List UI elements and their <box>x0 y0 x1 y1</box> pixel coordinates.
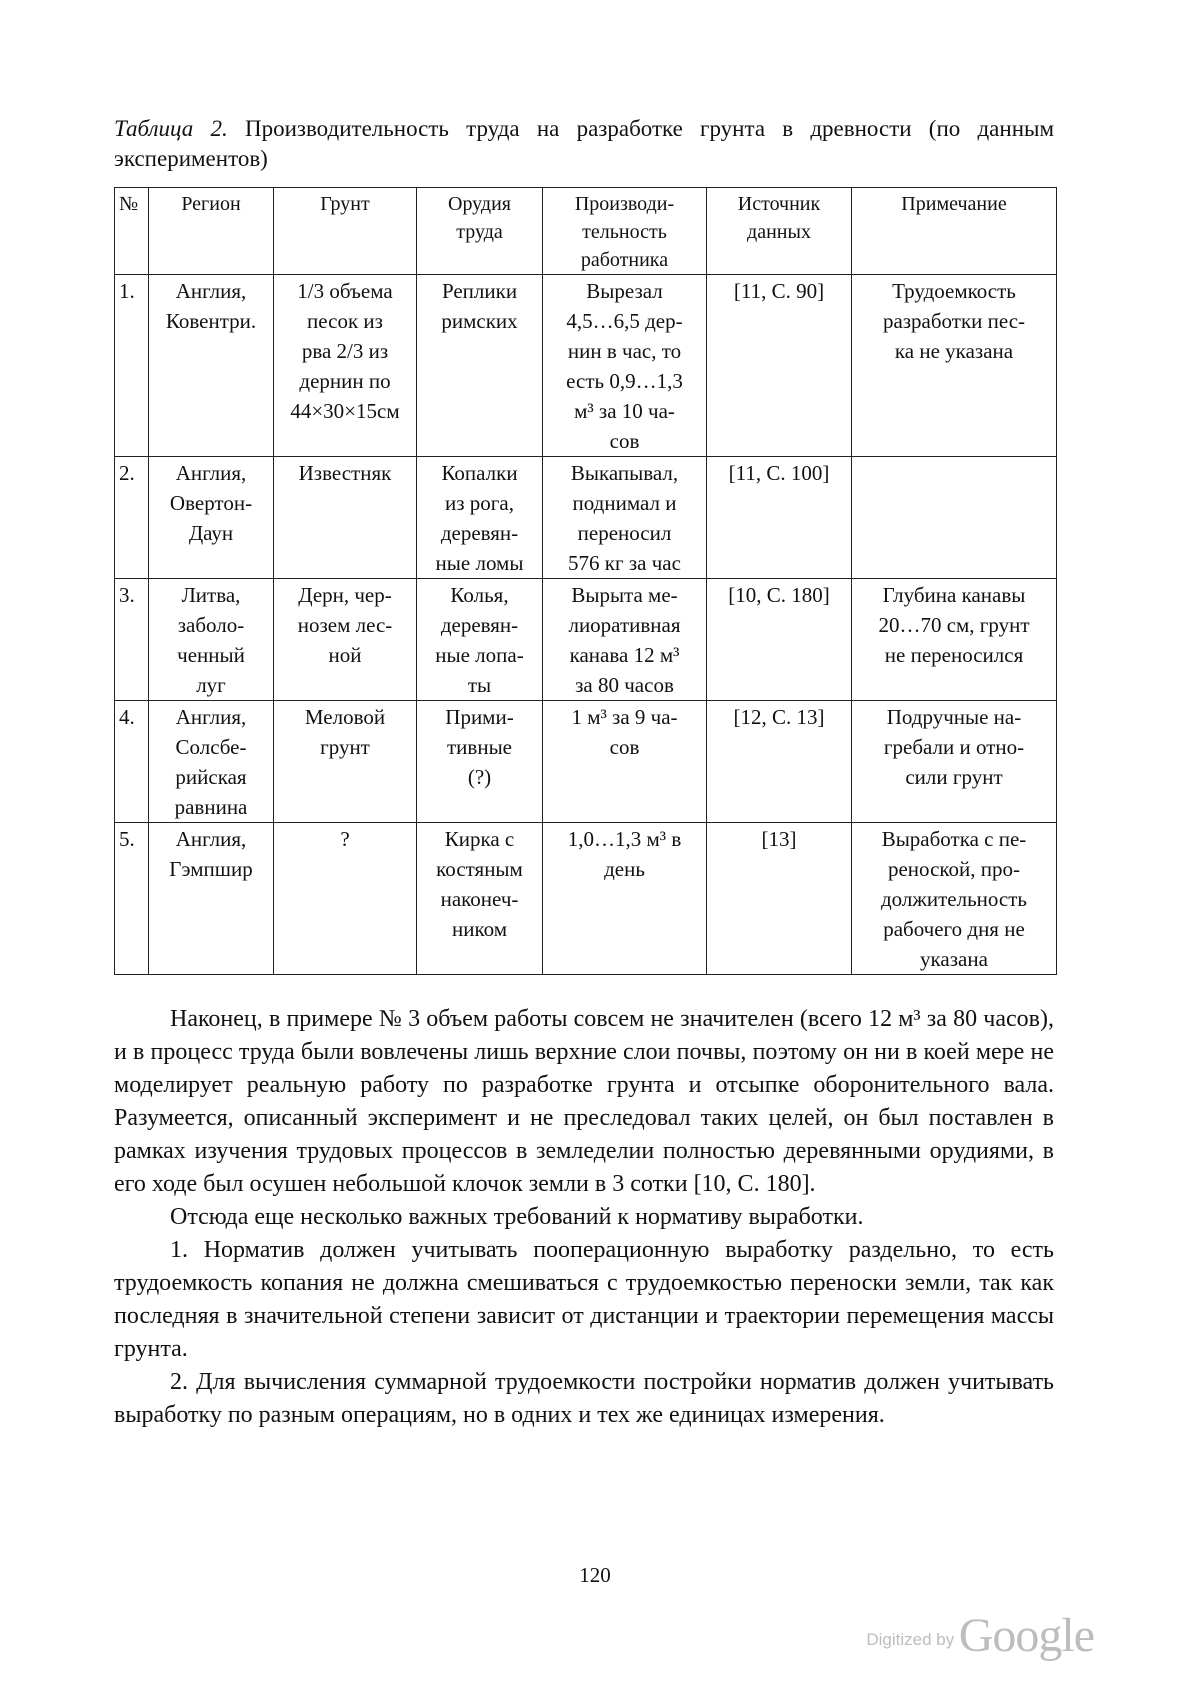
header-tools: Орудия труда <box>417 188 543 275</box>
cell-note: Выработка с пе- реноской, про- должительность рабочего дня не указана <box>852 823 1057 975</box>
table-caption-text: Производительность труда на разработке грунта в древности (по данным экспериментов) <box>114 116 1055 171</box>
cell-region: Англия, Солсбе- рийская равнина <box>149 701 274 823</box>
cell-note: Глубина канавы 20…70 см, грунт не переносился <box>852 579 1057 701</box>
header-source: Источник данных <box>707 188 852 275</box>
cell-tools: Прими- тивные (?) <box>417 701 543 823</box>
page-number: 120 <box>579 1563 611 1587</box>
digitized-watermark <box>866 1608 1094 1663</box>
cell-soil: Известняк <box>274 457 417 579</box>
header-region: Регион <box>149 188 274 275</box>
body-text <box>114 1003 1054 1432</box>
table-row <box>115 579 1057 701</box>
table-row <box>115 457 1057 579</box>
header-soil: Грунт <box>274 188 417 275</box>
cell-soil: ? <box>274 823 417 975</box>
cell-region: Англия, Гэмпшир <box>149 823 274 975</box>
cell-productivity: Вырезал 4,5…6,5 дер- нин в час, то есть 0,9…1,3 м³ за 10 ча- сов <box>543 275 707 457</box>
cell-number: 5. <box>115 823 149 975</box>
header-number: № <box>115 188 149 275</box>
cell-number: 3. <box>115 579 149 701</box>
cell-productivity: 1 м³ за 9 ча- сов <box>543 701 707 823</box>
cell-productivity: Вырыта ме- лиоративная канава 12 м³ за 80 часов <box>543 579 707 701</box>
cell-number: 1. <box>115 275 149 457</box>
productivity-table <box>114 187 1057 975</box>
cell-productivity: Выкапывал, поднимал и переносил 576 кг за час <box>543 457 707 579</box>
table-row <box>115 823 1057 975</box>
cell-source: [13] <box>707 823 852 975</box>
cell-tools: Колья, деревян- ные лопа- ты <box>417 579 543 701</box>
google-logo: Google <box>958 1609 1094 1662</box>
paragraph: Отсюда еще несколько важных требований к нормативу выработки. <box>170 1204 864 1230</box>
cell-soil: Меловой грунт <box>274 701 417 823</box>
cell-tools: Кирка с костяным наконеч- ником <box>417 823 543 975</box>
table-header-row <box>115 188 1057 275</box>
cell-source: [11, С. 90] <box>707 275 852 457</box>
header-note: Примечание <box>852 188 1057 275</box>
cell-source: [10, С. 180] <box>707 579 852 701</box>
header-productivity: Производи- тельность работника <box>543 188 707 275</box>
cell-region: Англия, Овертон- Даун <box>149 457 274 579</box>
table-row <box>115 275 1057 457</box>
cell-source: [11, С. 100] <box>707 457 852 579</box>
cell-tools: Реплики римских <box>417 275 543 457</box>
cell-soil: 1/3 объема песок из рва 2/3 из дернин по 44×30×15см <box>274 275 417 457</box>
paragraph: 1. Норматив должен учитывать пооперационную выработку раздельно, то есть трудоемкость копания не должна смешиваться с трудоемкостью переноски земли, так как последняя в значительной степени зависит от дистанции и траектории перемещения массы грунта. <box>114 1237 1054 1362</box>
watermark-prefix: Digitized by <box>866 1630 955 1649</box>
table-row <box>115 701 1057 823</box>
paragraph: Наконец, в примере № 3 объем работы совсем не значителен (всего 12 м³ за 80 часов), и в процесс труда были вовлечены лишь верхние слои почвы, поэтому он ни в коей мере не моделирует реальную работу по разработке грунта и отсыпке оборонительного вала. Разумеется, описанный эксперимент и не преследовал таких целей, он был поставлен в рамках изучения трудовых процессов в земледелии полностью деревянными орудиями, в его ходе был осушен небольшой клочок земли в 3 сотки [10, С. 180]. <box>114 1006 1054 1197</box>
cell-note: Подручные на- гребали и отно- сили грунт <box>852 701 1057 823</box>
cell-region: Литва, заболо- ченный луг <box>149 579 274 701</box>
cell-tools: Копалки из рога, деревян- ные ломы <box>417 457 543 579</box>
paragraph: 2. Для вычисления суммарной трудоемкости постройки норматив должен учитывать выработку по разным операциям, но в одних и тех же единицах измерения. <box>114 1369 1054 1428</box>
cell-number: 2. <box>115 457 149 579</box>
cell-note: Трудоемкость разработки пес- ка не указана <box>852 275 1057 457</box>
cell-region: Англия, Ковентри. <box>149 275 274 457</box>
table-caption-label: Таблица 2. <box>114 116 228 141</box>
cell-soil: Дерн, чер- нозем лес- ной <box>274 579 417 701</box>
cell-note <box>852 457 1057 579</box>
table-caption <box>114 114 1054 174</box>
cell-number: 4. <box>115 701 149 823</box>
cell-source: [12, С. 13] <box>707 701 852 823</box>
cell-productivity: 1,0…1,3 м³ в день <box>543 823 707 975</box>
